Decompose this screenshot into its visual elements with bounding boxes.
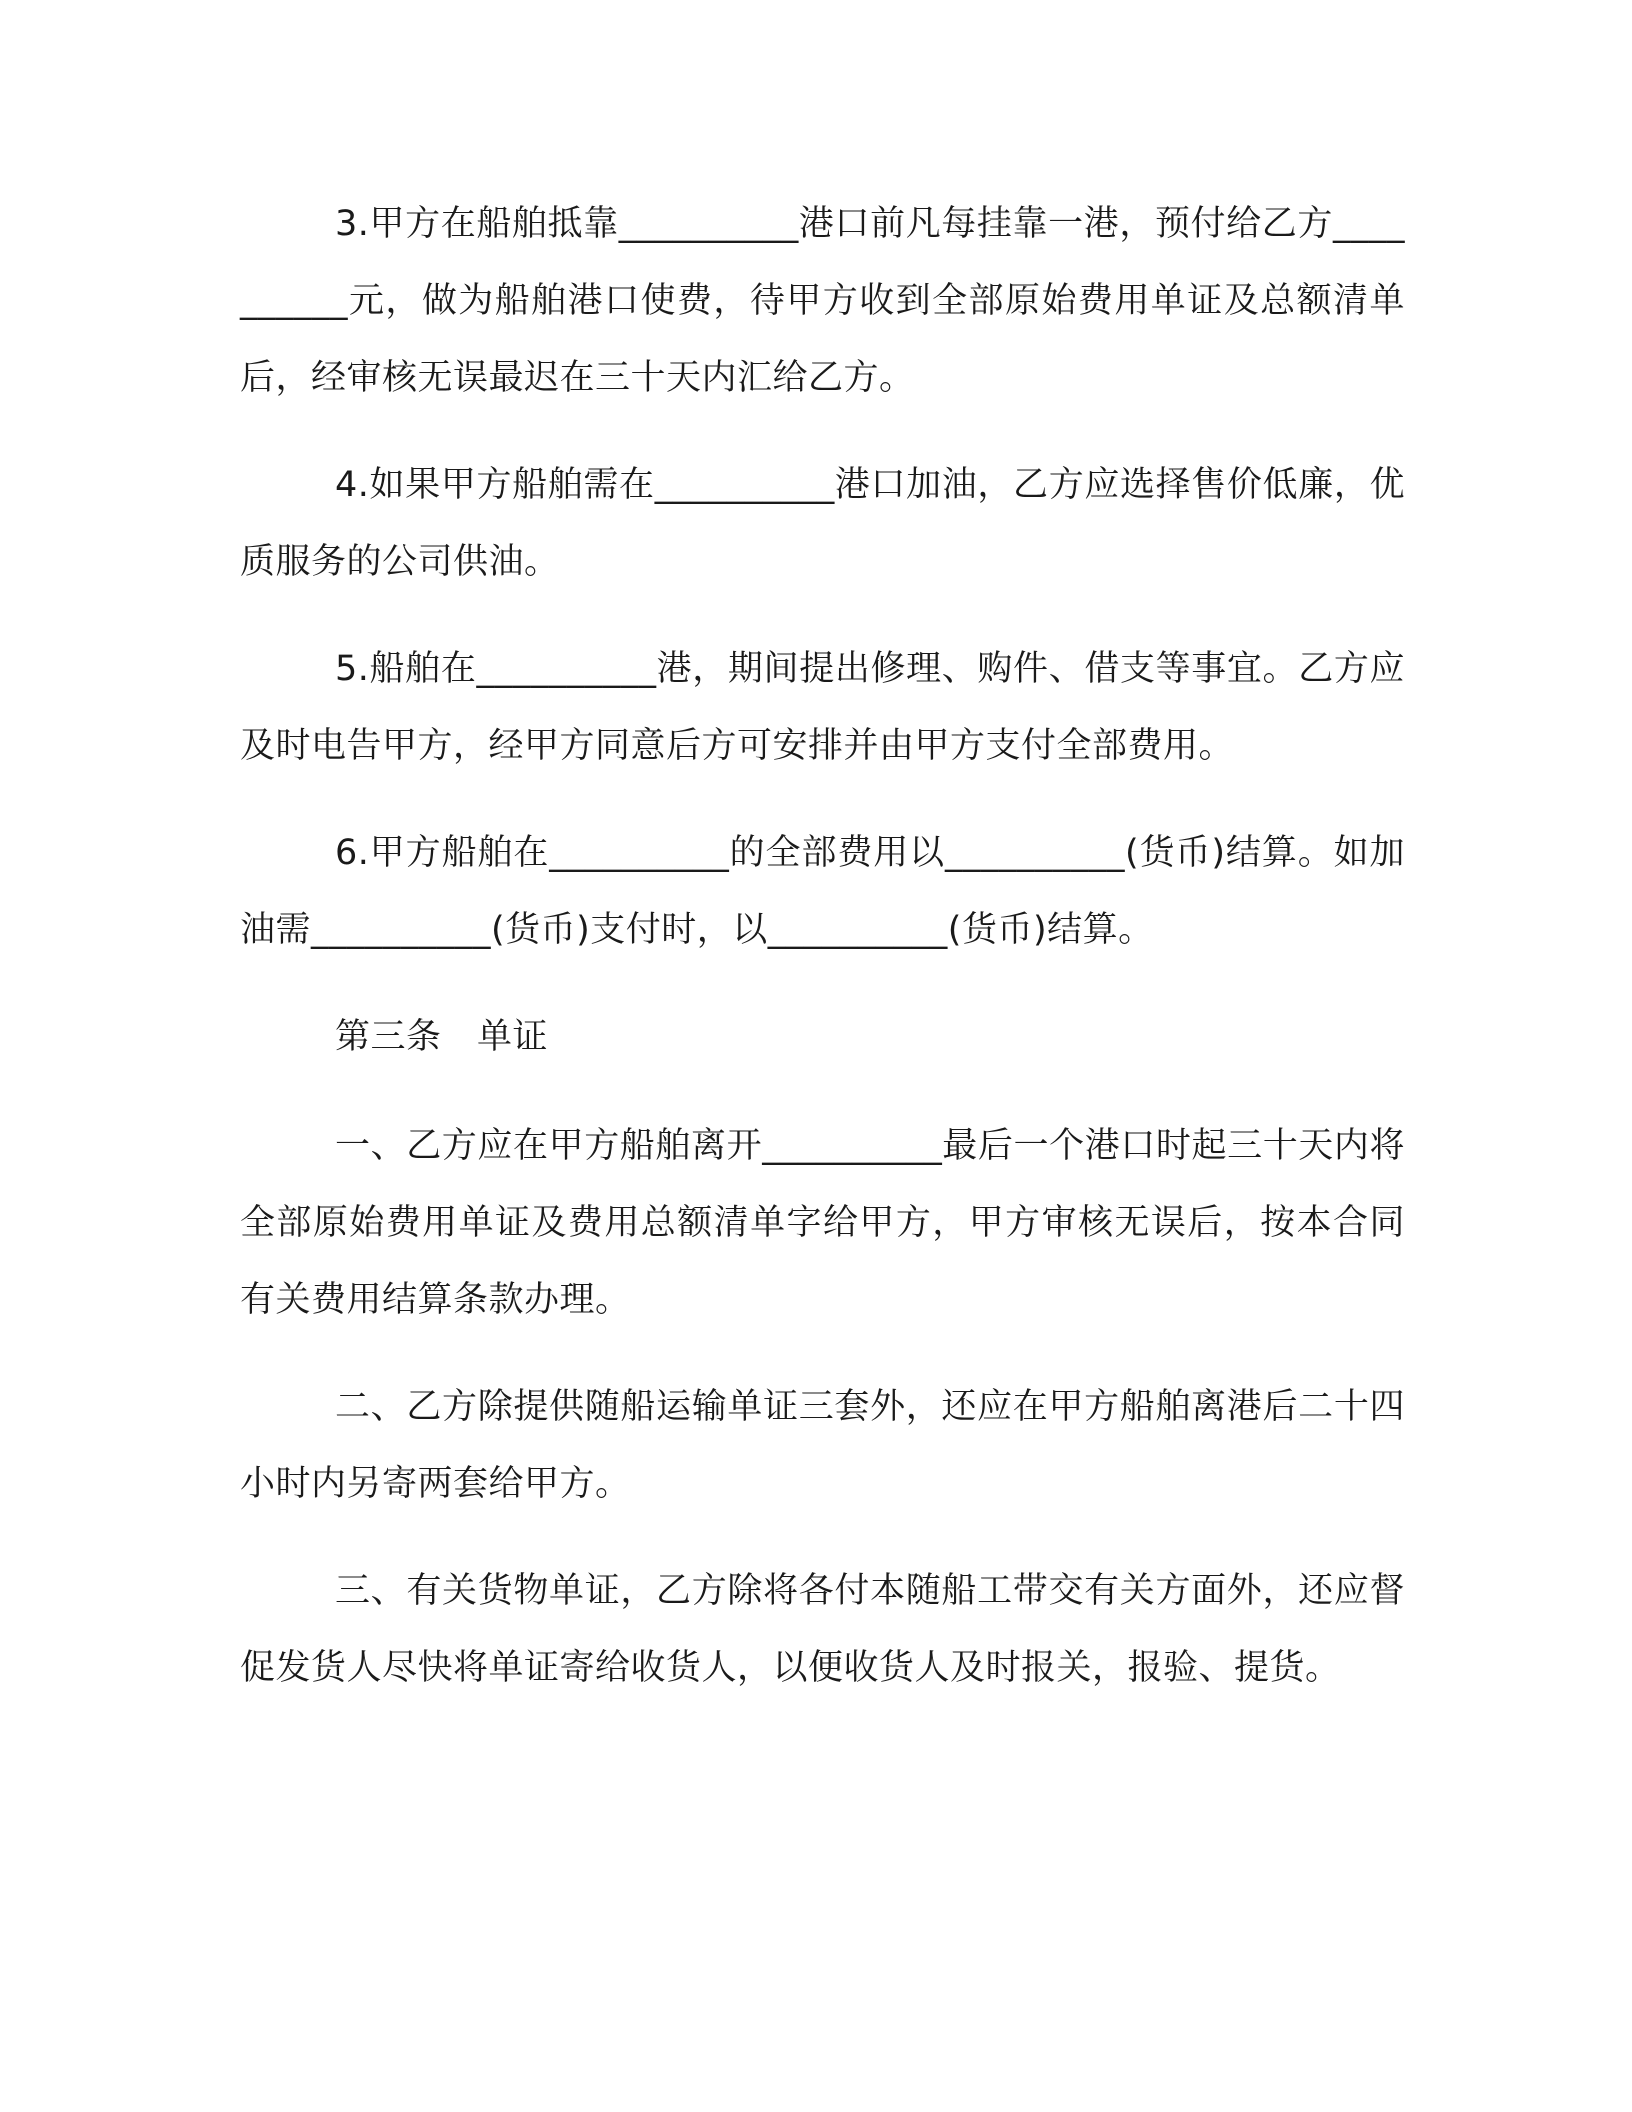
- item-2-paragraph: 二、乙方除提供随船运输单证三套外，还应在甲方船舶离港后二十四小时内另寄两套给甲方。: [240, 1387, 1405, 1504]
- clause-5-paragraph: 5.船舶在__________港，期间提出修理、购件、借支等事宜。乙方应及时电告甲方，经甲方同意后方可安排并由甲方支付全部费用。: [240, 649, 1405, 766]
- clause-6-paragraph: 6.甲方船舶在__________的全部费用以__________(货币)结算。如加油需__________(货币)支付时，以__________(货币)结算。: [240, 833, 1405, 950]
- item-3-paragraph: 三、有关货物单证，乙方除将各付本随船工带交有关方面外，还应督促发货人尽快将单证寄给收货人，以便收货人及时报关，报验、提货。: [240, 1571, 1405, 1688]
- item-1-paragraph: 一、乙方应在甲方船舶离开__________最后一个港口时起三十天内将全部原始费用单证及费用总额清单字给甲方，甲方审核无误后，按本合同有关费用结算条款办理。: [240, 1126, 1405, 1320]
- article-3-heading: 第三条 单证: [335, 1017, 549, 1057]
- clause-4-paragraph: 4.如果甲方船舶需在__________港口加油，乙方应选择售价低廉，优质服务的公司供油。: [240, 465, 1405, 582]
- document-body: [240, 186, 1405, 1737]
- clause-3-paragraph: 3.甲方在船舶抵靠__________港口前凡每挂靠一港，预付给乙方__________元，做为船舶港口使费，待甲方收到全部原始费用单证及总额清单后，经审核无误最迟在三十天内汇给乙方。: [240, 204, 1405, 398]
